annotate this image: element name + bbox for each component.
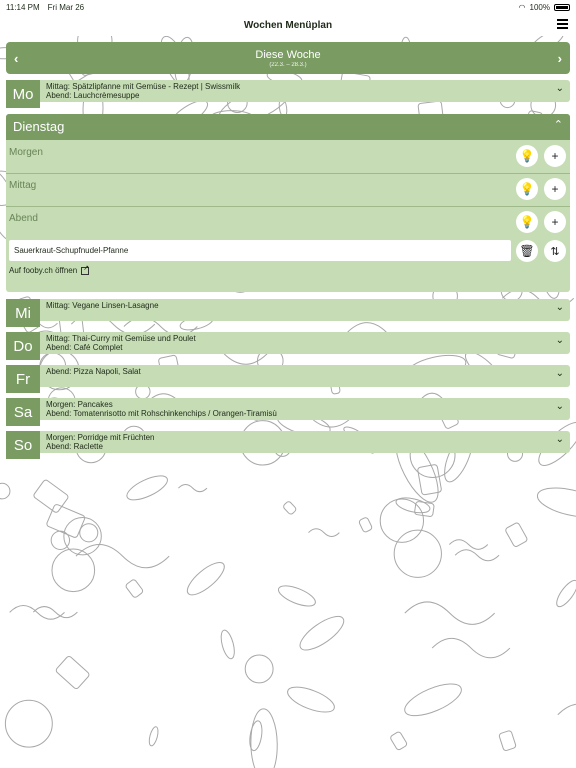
day-row-monday[interactable]	[6, 80, 570, 102]
day-row-saturday[interactable]	[6, 398, 570, 420]
day-line: Mittag: Thai-Curry mit Gemüse und Poulet	[46, 334, 196, 343]
fooby-link[interactable]	[9, 266, 89, 275]
lightbulb-icon[interactable]: 💡	[516, 178, 538, 200]
chevron-up-icon[interactable]: ⌃	[553, 119, 563, 131]
day-abbr: Mi	[6, 299, 40, 327]
day-abbr: Sa	[6, 398, 40, 426]
day-row-thursday[interactable]	[6, 332, 570, 354]
meal-label-mittag: Mittag	[9, 180, 37, 191]
day-abbr: Do	[6, 332, 40, 360]
chevron-down-icon[interactable]: ⌄	[555, 302, 564, 313]
day-card-header[interactable]	[6, 114, 570, 140]
week-title: Diese Woche	[255, 48, 321, 61]
day-abbr: Fr	[6, 365, 40, 393]
day-line: Abend: Raclette	[46, 442, 103, 451]
page-title: Wochen Menüplan	[243, 19, 333, 31]
chevron-down-icon[interactable]: ⌄	[555, 434, 564, 445]
day-abbr: So	[6, 431, 40, 459]
trash-icon[interactable]: 🗑	[516, 240, 538, 262]
status-date: Fri Mar 26	[47, 2, 85, 12]
day-line: Abend: Lauchcrèmesuppe	[46, 91, 140, 100]
week-range: (22.3. – 28.3.)	[269, 61, 307, 68]
day-row-friday[interactable]	[6, 365, 570, 387]
day-card-tuesday-expanded	[6, 114, 570, 292]
day-abbr: Mo	[6, 80, 40, 108]
navigation-bar	[0, 14, 576, 36]
previous-week-button[interactable]: ‹	[14, 51, 19, 66]
meal-label-abend: Abend	[9, 213, 38, 224]
wifi-icon: ◠	[518, 2, 526, 12]
day-line: Mittag: Vegane Linsen-Lasagne	[46, 301, 159, 310]
lightbulb-icon[interactable]: 💡	[516, 145, 538, 167]
recipe-input[interactable]: Sauerkraut-Schupfnudel-Pfanne	[9, 240, 511, 261]
day-row-sunday[interactable]	[6, 431, 570, 453]
battery-icon	[554, 4, 570, 11]
day-line: Abend: Tomatenrisotto mit Rohschinkenchips / Orangen-Tiramisù	[46, 409, 277, 418]
day-line: Morgen: Pancakes	[46, 400, 113, 409]
meal-label-morgen: Morgen	[9, 147, 43, 158]
divider	[6, 206, 570, 207]
chevron-down-icon[interactable]: ⌄	[555, 335, 564, 346]
external-link-icon	[81, 267, 89, 275]
day-row-wednesday[interactable]	[6, 299, 570, 321]
lightbulb-icon[interactable]: 💡	[516, 211, 538, 233]
link-label: Auf fooby.ch öffnen	[9, 266, 78, 275]
day-card-title: Dienstag	[13, 119, 65, 134]
day-line: Mittag: Spätzlipfanne mit Gemüse - Rezept | Swissmilk	[46, 82, 241, 91]
plus-icon[interactable]: +	[544, 145, 566, 167]
day-line: Abend: Café Complet	[46, 343, 123, 352]
chevron-down-icon[interactable]: ⌄	[555, 368, 564, 379]
day-line: Abend: Pizza Napoli, Salat	[46, 367, 141, 376]
day-line: Morgen: Porridge mit Früchten	[46, 433, 155, 442]
plus-icon[interactable]: +	[544, 178, 566, 200]
next-week-button[interactable]: ›	[557, 51, 562, 66]
chevron-down-icon[interactable]: ⌄	[555, 83, 564, 94]
hamburger-menu-icon[interactable]	[557, 19, 568, 29]
status-bar	[0, 0, 576, 14]
plus-icon[interactable]: +	[544, 211, 566, 233]
status-time: 11:14 PM	[6, 2, 40, 12]
battery-percent: 100%	[529, 2, 550, 12]
divider	[6, 173, 570, 174]
sort-icon[interactable]: ⇅	[544, 240, 566, 262]
chevron-down-icon[interactable]: ⌄	[555, 401, 564, 412]
week-header	[6, 42, 570, 74]
